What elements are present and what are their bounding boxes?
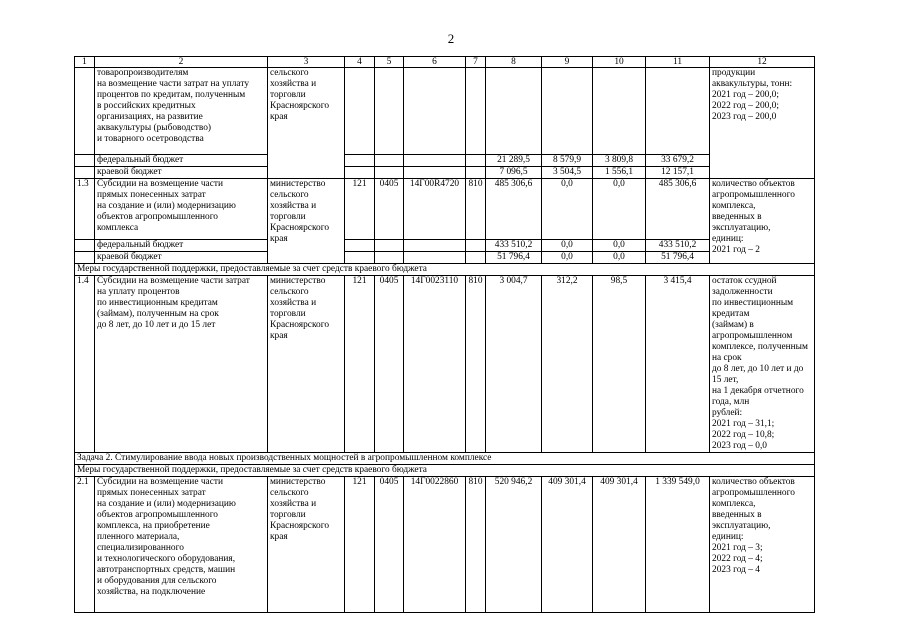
amount-cell: 8 579,9 — [542, 155, 593, 167]
budget-label: краевой бюджет — [95, 252, 268, 264]
row-number: 2.1 — [75, 477, 95, 613]
column-number: 7 — [466, 57, 486, 68]
column-number: 10 — [593, 57, 646, 68]
amount-cell: 98,5 — [593, 276, 646, 453]
measure-name: Субсидии на возмещение части затрат на уплату процентов по инвестиционным кредитам (займам), полученным на срок до 8 лет, до 10 лет и до 15 лет — [95, 276, 268, 453]
result-indicator: количество объектов агропромышленного комплекса, введенных в эксплуатацию, единиц: 2021 год – 3; 2022 год – 4; 2023 год – 4 — [710, 477, 815, 613]
amount-cell: 433 510,2 — [486, 240, 542, 252]
result-indicator: количество объектов агропромышленного комплекса, введенных в эксплуатацию, единиц: 2021 год – 2 — [710, 179, 815, 264]
row-number: 1.4 — [75, 276, 95, 453]
rzpr-code: 0405 — [375, 276, 404, 453]
amount-cell: 0,0 — [542, 252, 593, 264]
task-heading-row — [75, 453, 815, 465]
csr-code: 14Г0023110 — [404, 276, 466, 453]
column-number: 11 — [646, 57, 710, 68]
column-numbers-row — [75, 57, 815, 68]
csr-code: 14Г0022860 — [404, 477, 466, 613]
amount-cell: 12 157,1 — [646, 167, 710, 179]
csr-code: 14Г00R4720 — [404, 179, 466, 240]
vr-code: 810 — [466, 276, 486, 453]
amount-cell: 312,2 — [542, 276, 593, 453]
column-number: 8 — [486, 57, 542, 68]
task-heading: Задача 2. Стимулирование ввода новых производственных мощностей в агропромышленном комплексе — [75, 453, 815, 465]
table-row — [75, 252, 815, 264]
column-number: 2 — [95, 57, 268, 68]
section-heading: Меры государственной поддержки, предоставляемые за счет средств краевого бюджета — [75, 465, 815, 477]
column-number: 5 — [375, 57, 404, 68]
grbs-code: 121 — [345, 276, 375, 453]
column-number: 4 — [345, 57, 375, 68]
column-number: 9 — [542, 57, 593, 68]
budget-label: краевой бюджет — [95, 167, 268, 179]
responsible-org: министерство сельского хозяйства и торговли Красноярского края — [268, 477, 345, 613]
grbs-code: 121 — [345, 179, 375, 240]
amount-cell: 0,0 — [542, 179, 593, 240]
amount-cell: 0,0 — [593, 179, 646, 240]
section-heading: Меры государственной поддержки, предоставляемые за счет средств краевого бюджета — [75, 264, 815, 276]
amount-cell: 409 301,4 — [593, 477, 646, 613]
section-heading-row — [75, 264, 815, 276]
result-indicator: продукции аквакультуры, тонн: 2021 год – 200,0; 2022 год – 200,0; 2023 год – 200,0 — [710, 68, 815, 179]
responsible-org: министерство сельского хозяйства и торговли Красноярского края — [268, 276, 345, 453]
amount-cell: 51 796,4 — [486, 252, 542, 264]
measure-name: Субсидии на возмещение части прямых понесенных затрат на создание и (или) модернизацию объектов агропромышленного комплекса — [95, 179, 268, 240]
rzpr-code: 0405 — [375, 477, 404, 613]
measure-name: товаропроизводителям на возмещение части затрат на уплату процентов по кредитам, полученным в российских кредитных организациях, на развитие аквакультуры (рыбоводство) и товарного осетроводства — [95, 68, 268, 155]
budget-label: федеральный бюджет — [95, 155, 268, 167]
table-row — [75, 167, 815, 179]
budget-label: федеральный бюджет — [95, 240, 268, 252]
amount-cell: 520 946,2 — [486, 477, 542, 613]
measure-name: Субсидии на возмещение части прямых понесенных затрат на создание и (или) модернизацию объектов агропромышленного комплекса, на приобретение пленного материала, специализированного и технологического оборудования, автотранспортных средств, машин и оборудования для сельского хозяйства, на подключение — [95, 477, 268, 613]
page-number: 2 — [447, 31, 455, 46]
section-heading-row — [75, 465, 815, 477]
amount-cell: 485 306,6 — [486, 179, 542, 240]
column-number: 3 — [268, 57, 345, 68]
amount-cell: 485 306,6 — [646, 179, 710, 240]
amount-cell: 0,0 — [593, 252, 646, 264]
amount-cell: 7 096,5 — [486, 167, 542, 179]
amount-cell: 0,0 — [542, 240, 593, 252]
amount-cell: 3 004,7 — [486, 276, 542, 453]
amount-cell: 1 339 549,0 — [646, 477, 710, 613]
column-number: 12 — [710, 57, 815, 68]
amount-cell: 3 504,5 — [542, 167, 593, 179]
amount-cell: 51 796,4 — [646, 252, 710, 264]
vr-code: 810 — [466, 477, 486, 613]
amount-cell: 21 289,5 — [486, 155, 542, 167]
amount-cell: 3 415,4 — [646, 276, 710, 453]
amount-cell: 33 679,2 — [646, 155, 710, 167]
vr-code: 810 — [466, 179, 486, 240]
amount-cell: 1 556,1 — [593, 167, 646, 179]
column-number: 6 — [404, 57, 466, 68]
amount-cell: 433 510,2 — [646, 240, 710, 252]
table-row — [75, 240, 815, 252]
row-number: 1.3 — [75, 179, 95, 240]
table-row — [75, 477, 815, 613]
grbs-code: 121 — [345, 477, 375, 613]
table-row — [75, 155, 815, 167]
amount-cell: 409 301,4 — [542, 477, 593, 613]
responsible-org: министерство сельского хозяйства и торговли Красноярского края — [268, 179, 345, 264]
table-row — [75, 276, 815, 453]
column-number: 1 — [75, 57, 95, 68]
responsible-org: сельского хозяйства и торговли Красноярского края — [268, 68, 345, 179]
rzpr-code: 0405 — [375, 179, 404, 240]
amount-cell: 3 809,8 — [593, 155, 646, 167]
table-row — [75, 68, 815, 155]
table-row — [75, 179, 815, 240]
amount-cell: 0,0 — [593, 240, 646, 252]
result-indicator: остаток ссудной задолженности по инвестиционным кредитам (займам) в агропромышленном комплексе, полученным на срок до 8 лет, до 10 лет и до 15 лет, на 1 декабря отчетного года, млн рублей: 2021 год – 31,1; 2022 год – 10,8; 2023 год – 0,0 — [710, 276, 815, 453]
program-table — [74, 56, 815, 613]
